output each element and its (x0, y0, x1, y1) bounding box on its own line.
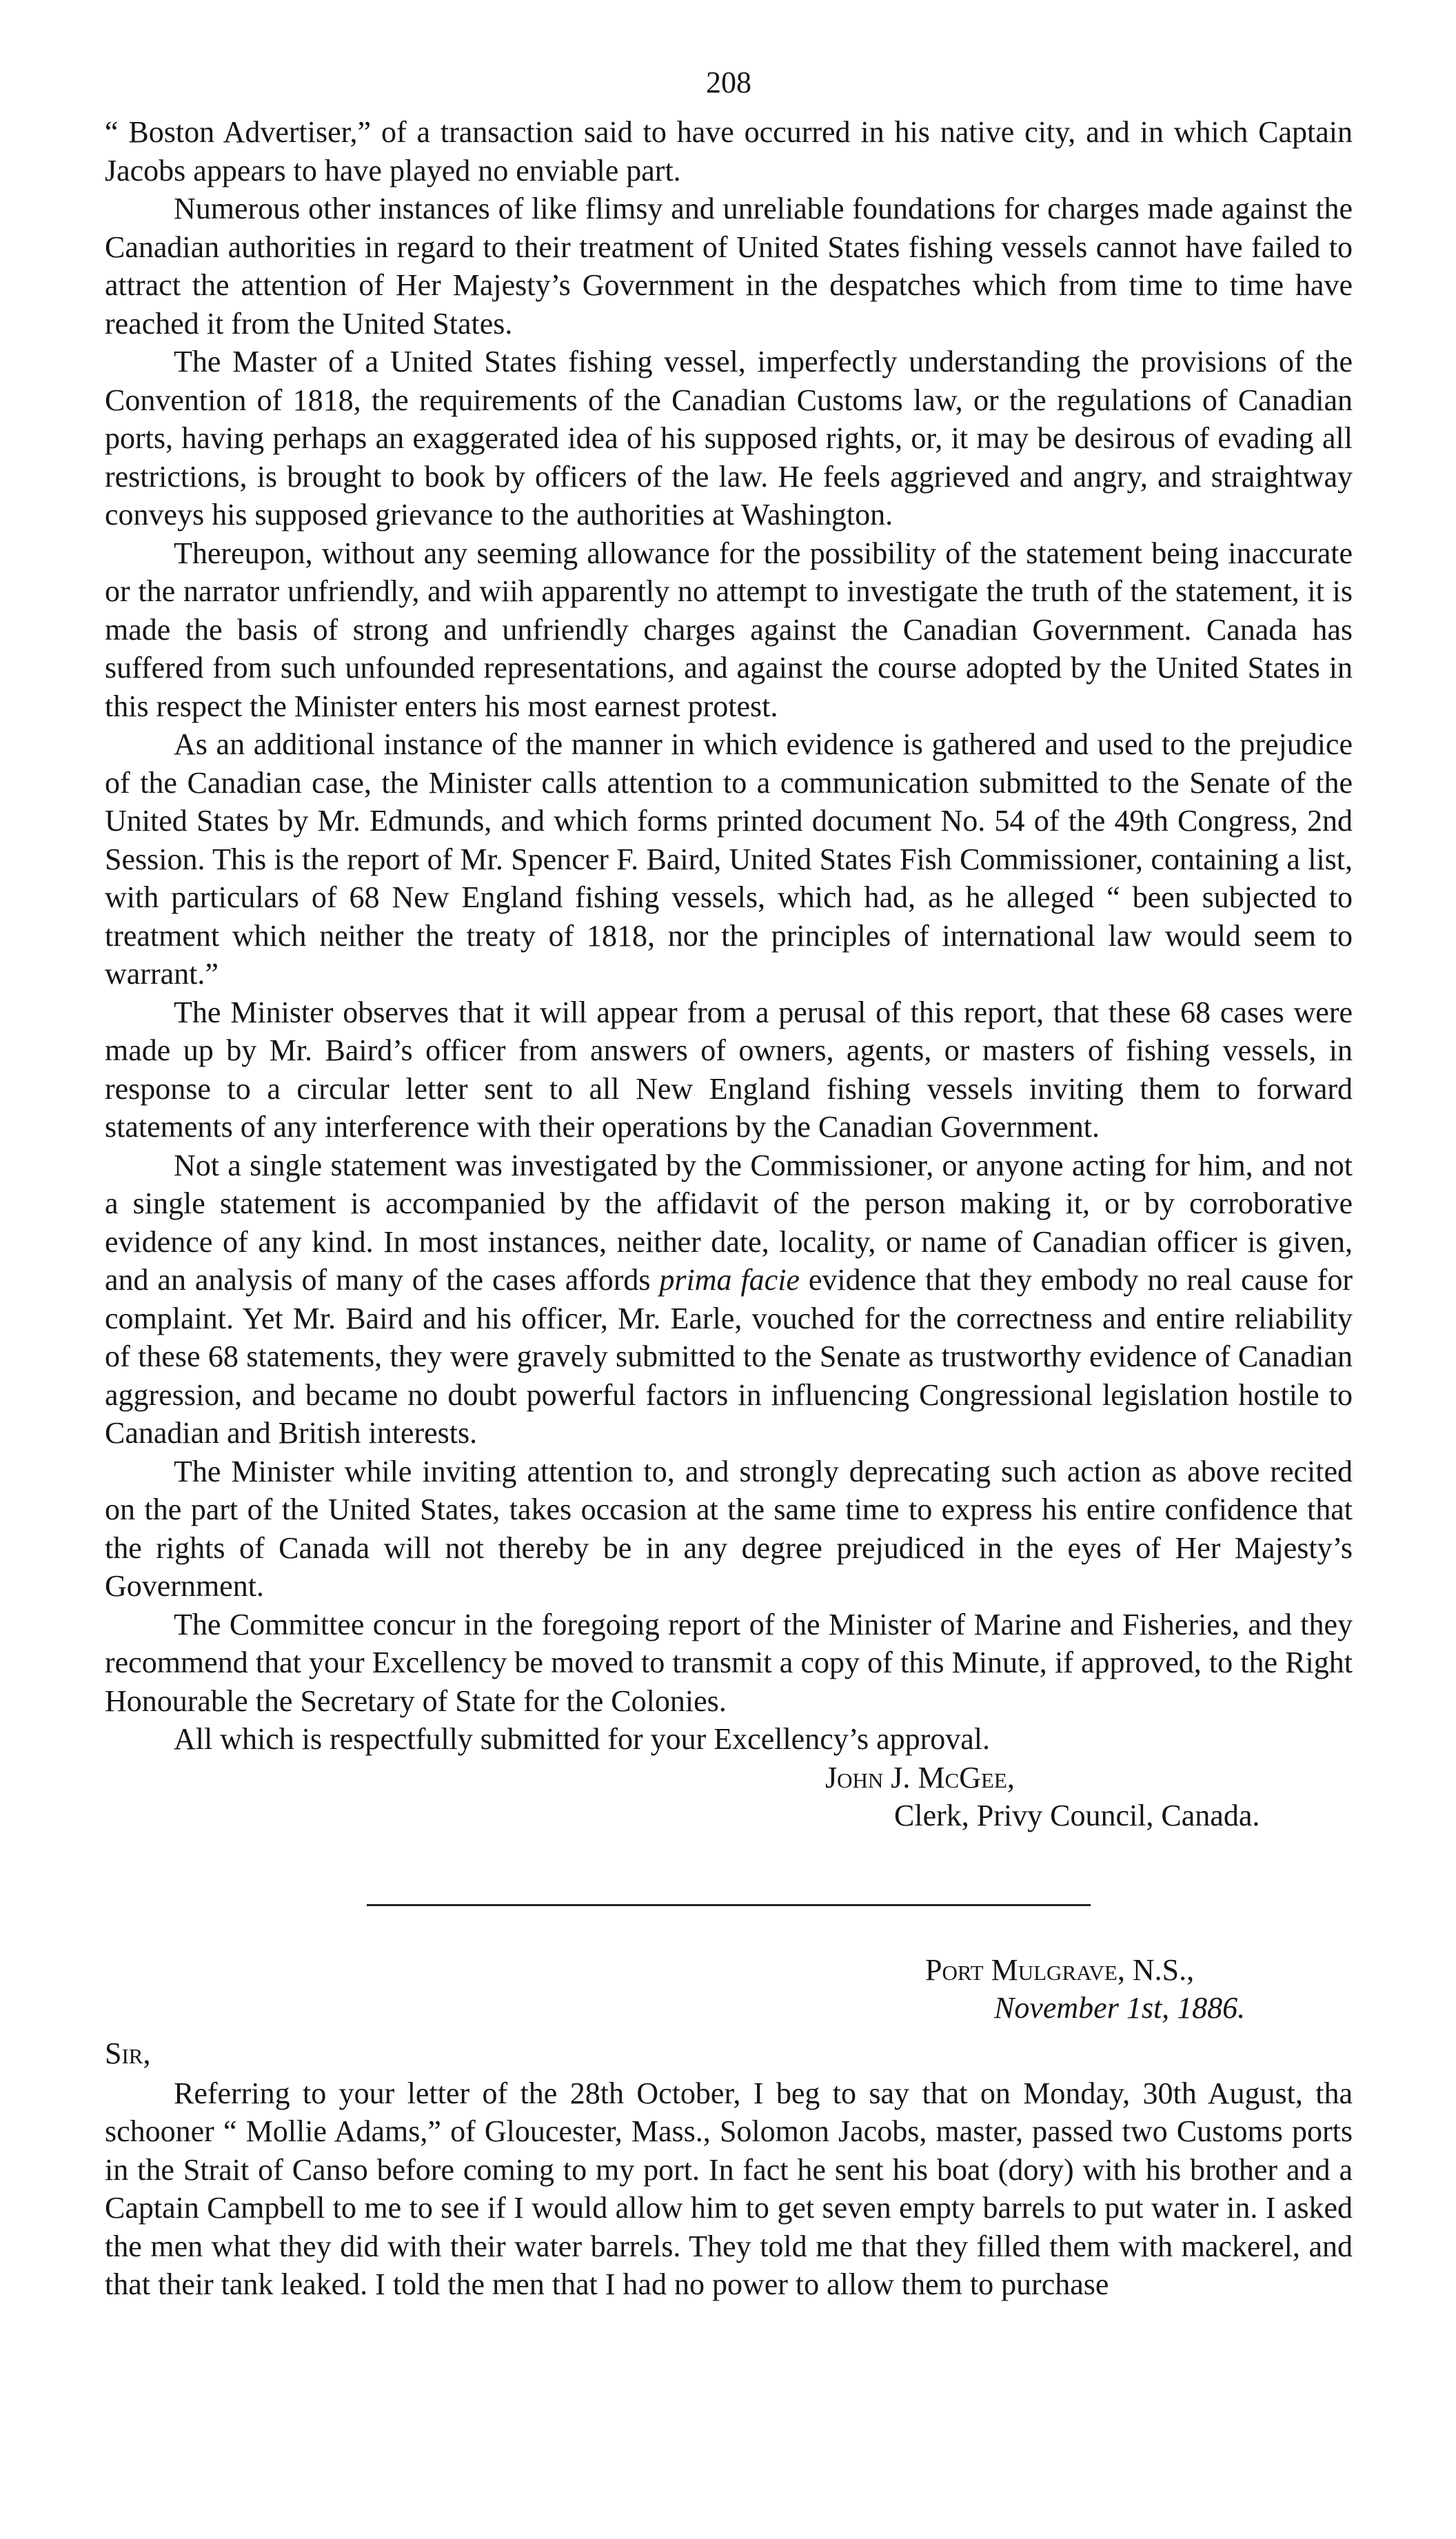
paragraph-6: The Minister observes that it will appear from a perusal of this report, that these 68 cases were made up by Mr. Baird’s officer from answers of owners, agents, or masters of fishing vessels, in response to a circular letter sent to all New England fishing vessels inviting them to forward statements of any interference with their operations by the Canadian Government. (105, 995, 1353, 1144)
paragraph-7-after: evidence that they embody no real cause for complaint. Yet Mr. Baird and his officer, Mr. Earle, vouched for the correctness and entire reliability of these 68 statements, they were gravely submitted to the Senate as trustworthy evidence of Canadian aggression, and became no doubt powerful factors in influencing Congressional legislation hostile to Canadian and British interests. (105, 1263, 1353, 1450)
paragraph-7 (105, 1146, 1353, 1453)
paragraph-10: All which is respectfully submitted for your Excellency’s approval. (174, 1722, 991, 1756)
signature-name: John J. McGee, (825, 1760, 1015, 1794)
letter-date: November 1st, 1886. (994, 1991, 1246, 2025)
paragraph-7-before: Not a single statement was investigated by the Commissioner, or anyone acting for him, and not a single statement is accompanied by the affidavit of the person making it, or by corroborative evidence of any kind. In most instances, neither date, locality, or name of Canadian officer is given, and an analysis of many of the cases affords (105, 1148, 1353, 1297)
letter-place: Port Mulgrave, N.S., (925, 1952, 1195, 1987)
paragraph-8: The Minister while inviting attention to, and strongly deprecating such action as above recited on the part of the United States, takes occasion at the same time to express his entire confidence that the rights of Canada will not thereby be in any degree prejudiced in the eyes of Her Majesty’s Government. (105, 1454, 1353, 1603)
paragraph-4: Thereupon, without any seeming allowance for the possibility of the statement being inaccurate or the narrator unfriendly, and wiih apparently no attempt to investigate the truth of the statement, it is made the basis of strong and unfriendly charges against the Canadian Government. Canada has suffered from such unfounded representations, and against the course adopted by the United States in this respect the Minister enters his most earnest protest. (105, 536, 1353, 723)
paragraph-7-italic: prima facie (659, 1263, 800, 1297)
document-page (105, 62, 1353, 2304)
paragraph-3: The Master of a United States fishing vessel, imperfectly understanding the provisions of the Convention of 1818, the requirements of the Canadian Customs law, or the regulations of Canadian ports, having perhaps an exaggerated idea of his supposed rights, or, it may be desirous of evading all restrictions, is brought to book by officers of the law. He feels aggrieved and angry, and straightway conveys his supposed grievance to the authorities at Washington. (105, 345, 1353, 532)
signature-title: Clerk, Privy Council, Canada. (894, 1799, 1260, 1832)
letter-salutation: Sir, (105, 2036, 151, 2070)
paragraph-2: Numerous other instances of like flimsy and unreliable foundations for charges made against the Canadian authorities in regard to their treatment of United States fishing vessels cannot have failed to attract the attention of Her Majesty’s Government in the despatches which from time to time have reached it from the United States. (105, 192, 1353, 341)
paragraph-5: As an additional instance of the manner in which evidence is gathered and used to the prejudice of the Canadian case, the Minister calls attention to a communication submitted to the Senate of the United States by Mr. Edmunds, and which forms printed document No. 54 of the 49th Congress, 2nd Session. This is the report of Mr. Spencer F. Baird, United States Fish Commissioner, containing a list, with particulars of 68 New England fishing vessels, which had, as he alleged “ been subjected to treatment which neither the treaty of 1818, nor the principles of international law would seem to warrant.” (105, 727, 1353, 991)
paragraph-9: The Committee concur in the foregoing report of the Minister of Marine and Fisheries, and they recommend that your Excellency be moved to transmit a copy of this Minute, if approved, to the Right Honourable the Secretary of State for the Colonies. (105, 1607, 1353, 1718)
section-divider (367, 1904, 1091, 1906)
paragraph-1: “ Boston Advertiser,” of a transaction said to have occurred in his native city, and in which Captain Jacobs appears to have played no enviable part. (105, 115, 1353, 188)
letter-body: Referring to your letter of the 28th October, I beg to say that on Monday, 30th August, tha schooner “ Mollie Adams,” of Gloucester, Mass., Solomon Jacobs, master, passed two Customs ports in the Strait of Canso before coming to my port. In fact he sent his boat (dory) with his brother and a Captain Campbell to me to see if I would allow him to get seven empty barrels to put water in. I asked the men what they did with their water barrels. They told me that they filled them with mackerel, and that their tank leaked. I told the men that I had no power to allow them to purchase (105, 2076, 1353, 2301)
page-number: 208 (706, 65, 751, 99)
